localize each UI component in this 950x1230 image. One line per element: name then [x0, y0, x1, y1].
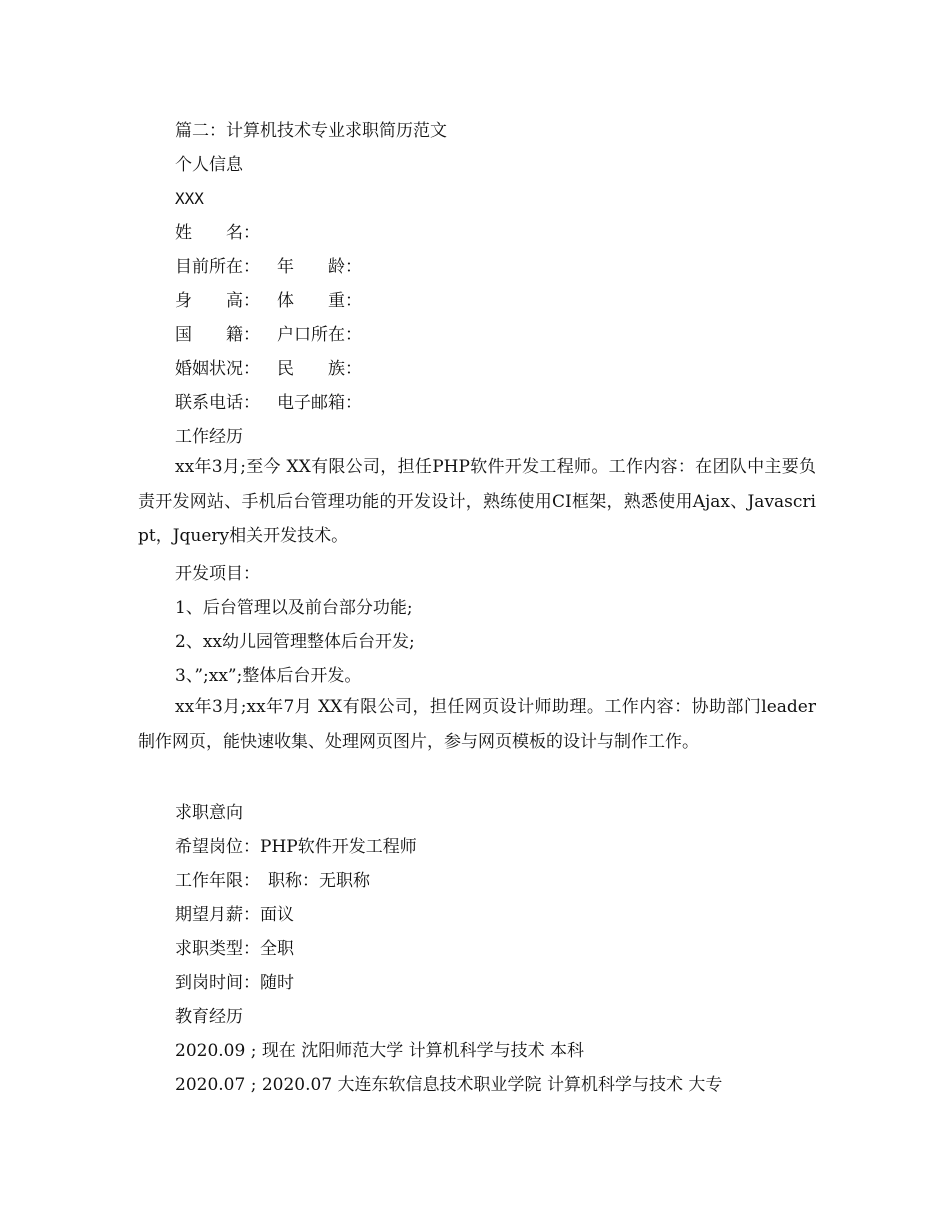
field-age-label: 年 龄： — [277, 257, 362, 277]
education-entry-2: 2020.07 ; 2020.07 大连东软信息技术职业学院 计算机科学与技术 大专 — [175, 1075, 723, 1095]
work-entry-1: xx年3月;至今 XX有限公司，担任PHP软件开发工程师。工作内容：在团队中主要负责开发网站、手机后台管理功能的开发设计，熟练使用CI框架，熟悉使用Ajax、Javascript，Jquery相关开发技术。 — [138, 457, 816, 546]
name-value: XXX — [175, 189, 204, 208]
intent-position: 希望岗位：PHP软件开发工程师 — [175, 837, 417, 857]
field-location-label: 目前所在： — [175, 257, 260, 277]
field-ethnicity-label: 民 族： — [277, 359, 362, 379]
work-heading: 工作经历 — [175, 427, 243, 447]
field-row-phone-email — [175, 392, 362, 414]
field-weight-label: 体 重： — [277, 291, 362, 311]
field-marital-label: 婚姻状况： — [175, 359, 260, 379]
field-phone-label: 联系电话： — [175, 393, 260, 413]
education-entry-1: 2020.09 ; 现在 沈阳师范大学 计算机科学与技术 本科 — [175, 1041, 585, 1061]
personal-info-heading: 个人信息 — [175, 155, 243, 175]
field-name-label: 姓 名： — [175, 223, 260, 243]
intent-type: 求职类型：全职 — [175, 939, 294, 959]
project-item-2: 2、xx幼儿园管理整体后台开发; — [175, 632, 415, 652]
intent-title: 职称：无职称 — [268, 871, 370, 891]
work-entry-2: xx年3月;xx年7月 XX有限公司，担任网页设计师助理。工作内容：协助部门leader制作网页，能快速收集、处理网页图片，参与网页模板的设计与制作工作。 — [138, 697, 816, 752]
project-item-3: 3、”;xx”;整体后台开发。 — [175, 666, 362, 686]
field-email-label: 电子邮箱： — [277, 393, 362, 413]
field-height-label: 身 高： — [175, 291, 260, 311]
document-title: 篇二：计算机技术专业求职简历范文 — [175, 121, 447, 141]
intent-years: 工作年限： — [175, 871, 260, 891]
intent-arrival: 到岗时间：随时 — [175, 973, 294, 993]
field-nationality-label: 国 籍： — [175, 325, 260, 345]
field-row-name — [175, 222, 260, 244]
field-row-marital-ethnicity — [175, 358, 362, 380]
field-row-nationality-hukou — [175, 324, 362, 346]
field-row-location-age — [175, 256, 362, 278]
intent-heading: 求职意向 — [175, 803, 243, 823]
field-hukou-label: 户口所在： — [277, 325, 362, 345]
education-heading: 教育经历 — [175, 1007, 243, 1027]
field-row-height-weight — [175, 290, 362, 312]
project-item-1: 1、后台管理以及前台部分功能; — [175, 598, 413, 618]
intent-row-years-title — [175, 870, 370, 892]
intent-salary: 期望月薪：面议 — [175, 905, 294, 925]
projects-heading: 开发项目： — [175, 564, 260, 584]
